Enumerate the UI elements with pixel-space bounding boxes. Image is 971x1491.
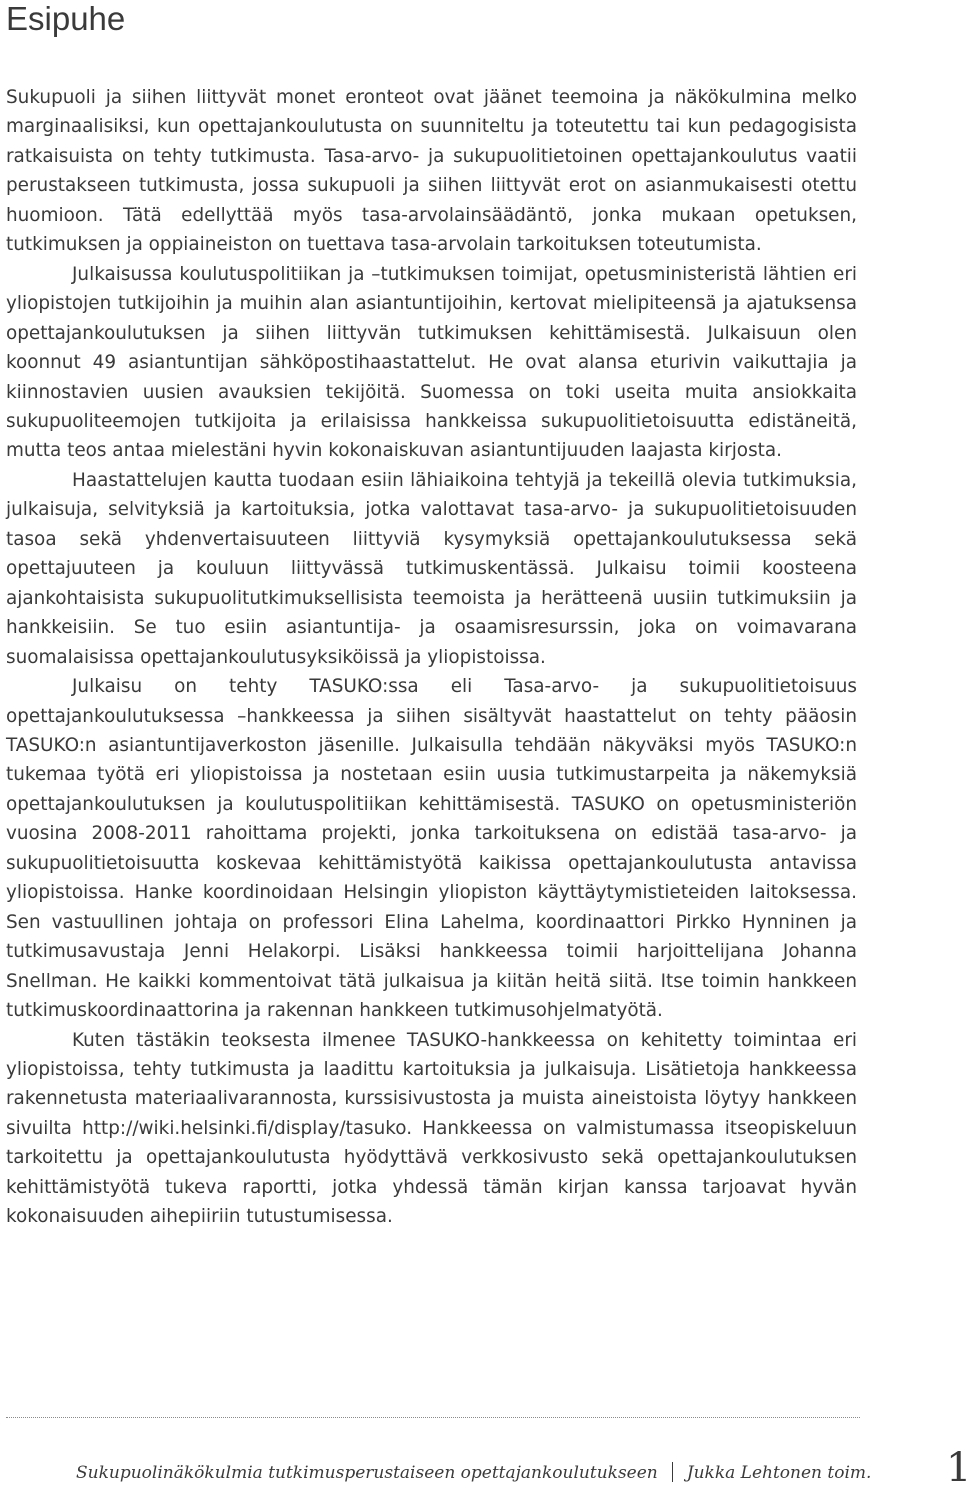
footer-divider	[6, 1417, 860, 1418]
paragraph-2: Julkaisussa koulutuspolitiikan ja –tutkimuksen toimijat, opetusministeristä lähtien eri yliopistojen tutkijoihin ja muihin alan asiantuntijoihin, kertovat mielipiteensä ja ajatuksensa opettajankoulutuksen ja siihen liittyvän tutkimuksen kehittämisestä. Julkaisuun olen koonnut 49 asiantuntijan sähköpostihaastattelut. He ovat alansa eturivin vaikuttajia ja kiinnostavien uusien avauksien tekijöitä. Suomessa on toki useita muita ansiokkaita sukupuoliteemojen tutkijoita ja erilaisissa hankkeissa sukupuolitietoisuutta edistäneitä, mutta teos antaa mielestäni hyvin kokonaiskuvan asiantuntijuuden laajasta kirjosta.	[6, 263, 857, 462]
footer-editor: Jukka Lehtonen toim.	[686, 1463, 872, 1483]
page-footer	[76, 1462, 871, 1484]
paragraph-3: Haastattelujen kautta tuodaan esiin lähiaikoina tehtyjä ja tekeillä olevia tutkimuksia, julkaisuja, selvityksiä ja kartoituksia, jotka valottavat tasa-arvo- ja sukupuolitietoisuuden tasoa sekä yhdenvertaisuuteen liittyviä kysymyksiä opettajankoulutuksessa sekä opettajuuteen ja kouluun liittyvässä tutkimuskentässä. Julkaisu toimii koosteena ajankohtaisista sukupuolitutkimuksellisista teemoista ja herätteenä uusiin tutkimuksiin ja hankkeisiin. Se tuo esiin asiantuntija- ja osaamisresurssin, joka on voimavarana suomalaisissa opettajankoulutusyksiköissä ja yliopistoissa.	[6, 469, 857, 668]
footer-book-title: Sukupuolinäkökulmia tutkimusperustaiseen opettajankoulutukseen	[76, 1463, 658, 1483]
footer-separator	[672, 1462, 673, 1482]
page-number: 1	[946, 1445, 971, 1491]
page-title: Esipuhe	[6, 0, 126, 37]
body-text	[6, 83, 857, 1232]
paragraph-5: Kuten tästäkin teoksesta ilmenee TASUKO-hankkeessa on kehitetty toimintaa eri yliopistoissa, tehty tutkimusta ja laadittu kartoituksia ja julkaisuja. Lisätietoja hankkeessa rakennetusta materiaalivarannosta, kurssisivustosta ja muista aineistoista löytyy hankkeen sivuilta http://wiki.helsinki.fi/display/tasuko. Hankkeessa on valmistumassa itseopiskeluun tarkoitettu ja opettajankoulutusta hyödyttävä verkkosivusto sekä opettajankoulutuksen kehittämistyötä tukeva raportti, jotka yhdessä tämän kirjan kanssa tarjoavat hyvän kokonaisuuden aihepiiriin tutustumisessa.	[6, 1029, 857, 1228]
paragraph-1: Sukupuoli ja siihen liittyvät monet eronteot ovat jäänet teemoina ja näkökulmina melko marginaalisiksi, kun opettajankoulutusta on suunniteltu ja toteutettu tai kun pedagogisista ratkaisuista on tehty tutkimusta. Tasa-arvo- ja sukupuolitietoinen opettajankoulutus vaatii perustakseen tutkimusta, jossa sukupuoli ja siihen liittyvät erot on asianmukaisesti otettu huomioon. Tätä edellyttää myös tasa-arvolainsäädäntö, jonka mukaan opetuksen, tutkimuksen ja oppiaineiston on tuettava tasa-arvolain tarkoituksen toteutumista.	[6, 87, 857, 256]
paragraph-4: Julkaisu on tehty TASUKO:ssa eli Tasa-arvo- ja sukupuolitietoisuus opettajankoulutuksessa –hankkeessa ja siihen sisältyvät haastattelut on tehty pääosin TASUKO:n asiantuntijaverkoston jäsenille. Julkaisulla tehdään näkyväksi myös TASUKO:n tukemaa työtä eri yliopistoissa ja nostetaan esiin uusia tutkimustarpeita ja näkemyksiä opettajankoulutuksen ja koulutuspolitiikan kehittämisestä. TASUKO on opetusministeriön vuosina 2008-2011 rahoittama projekti, jonka tarkoituksena on edistää tasa-arvo- ja sukupuolitietoisuutta koskevaa kehittämistyötä kaikissa opettajankoulutusta antavissa yliopistoissa. Hanke koordinoidaan Helsingin yliopiston käyttäytymistieteiden laitoksessa. Sen vastuullinen johtaja on professori Elina Lahelma, koordinaattori Pirkko Hynninen ja tutkimusavustaja Jenni Helakorpi. Lisäksi hankkeessa toimii harjoittelijana Johanna Snellman. He kaikki kommentoivat tätä julkaisua ja kiitän heitä siitä. Itse toimin hankkeen tutkimuskoordinaattorina ja rakennan hankkeen tutkimusohjelmatyötä.	[6, 676, 857, 1022]
